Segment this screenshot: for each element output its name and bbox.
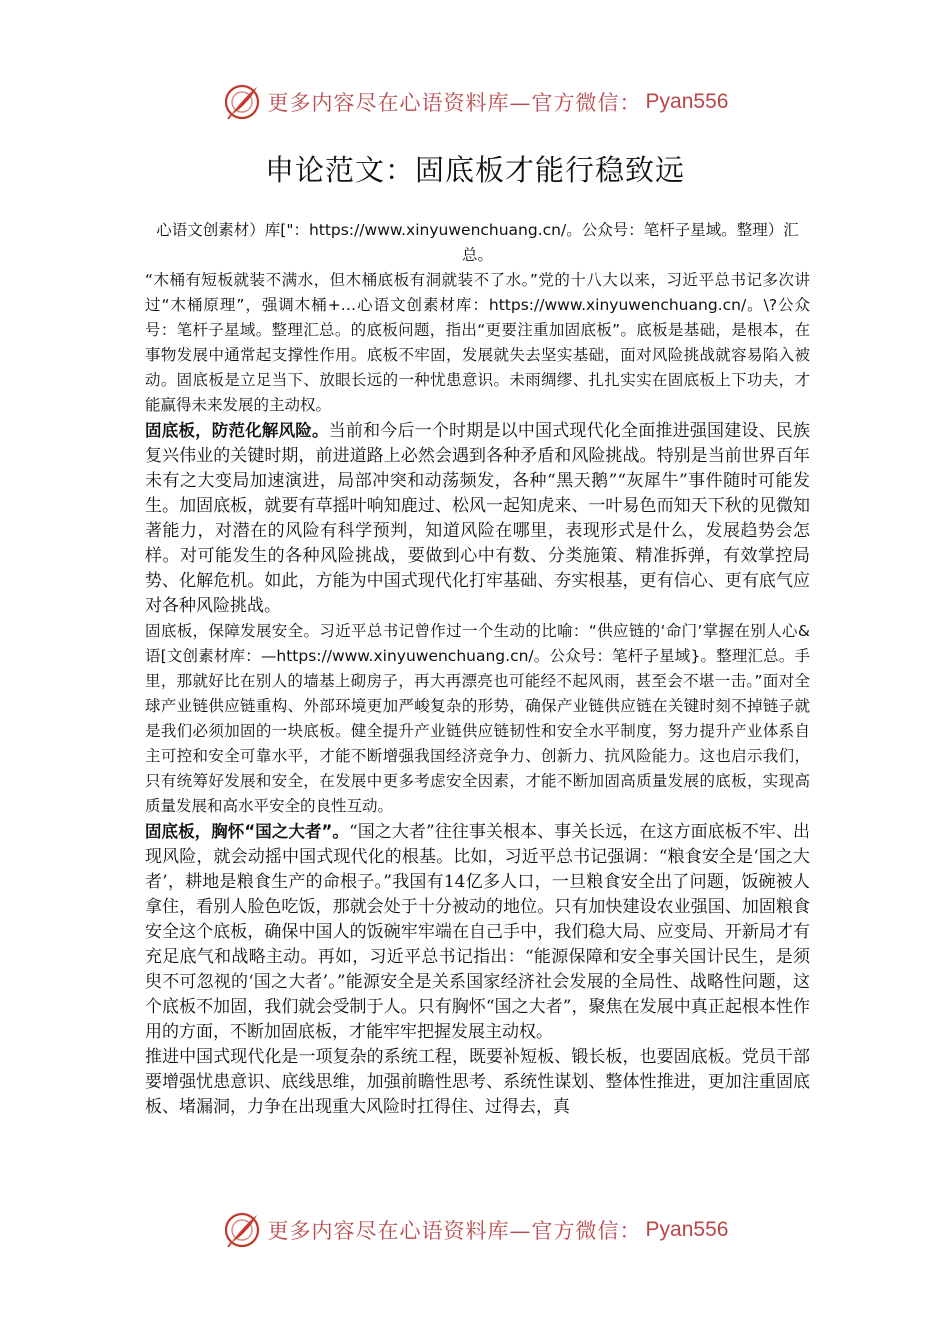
banner-text: 更多内容尽在心语资料库—官方微信： [267,91,642,115]
paragraph-1 [145,268,810,418]
paragraph-5 [145,1045,810,1120]
paragraph-text: “木桶有短板就装不满水，但木桶底板有洞就装不了水。”党的十八大以来，习近平总书记多次讲过“木桶原理”，强调木桶+…心语文创素材库：https://www.xinyuwenchuang.cn/。\?公众号：笔杆子星域。整理汇总。的底板问题，指出“更要注重加固底板”。底板是基础，是根本，在事物发展中通常起支撑性作用。底板不牢固，发展就失去坚实基础，面对风险挑战就容易陷入被动。固底板是立足当下、放眼长远的一种忧患意识。未雨绸缪、扎扎实实在固底板上下功夫，才能赢得未来发展的主动权。 [145,271,810,414]
paragraph-text: 固底板，保障发展安全。习近平总书记曾作过一个生动的比喻：“供应链的‘命门’掌握在别人心&语[文创素材库：—https://www.xinyuwenchuang.cn/。公众号：笔杆子星域}。整理汇总。手里，那就好比在别人的墙基上砌房子，再大再漂亮也可能经不起风雨，甚至会不堪一击。”面对全球产业链供应链重构、外部环境更加严峻复杂的形势，确保产业链供应链在关键时刻不掉链子就是我们必须加固的一块底板。健全提升产业链供应链韧性和安全水平制度，努力提升产业体系自主可控和安全可靠水平，才能不断增强我国经济竞争力、创新力、抗风险能力。这也启示我们，只有统筹好发展和安全，在发展中更多考虑安全因素，才能不断加固高质量发展的底板，实现高质量发展和高水平安全的良性互动。 [145,622,810,815]
banner-text: 更多内容尽在心语资料库—官方微信： [267,1219,642,1243]
header-banner[interactable] [0,80,950,124]
paragraph-lead: 固底板，防范化解风险。 [145,421,329,440]
paragraph-3 [145,619,810,819]
paragraph-2 [145,418,810,619]
wechat-id: Pyan556 [645,1218,729,1241]
quill-logo-icon [222,82,262,122]
paragraph-text: 当前和今后一个时期是以中国式现代化全面推进强国建设、民族复兴伟业的关键时期，前进道路上必然会遇到各种矛盾和风险挑战。特别是当前世界百年未有之大变局加速演进，局部冲突和动荡频发，各种“黑天鹅”“灰犀牛”事件随时可能发生。加固底板，就要有草摇叶响知鹿过、松风一起知虎来、一叶易色而知天下秋的见微知著能力，对潜在的风险有科学预判，知道风险在哪里，表现形式是什么，发展趋势会怎样。对可能发生的各种风险挑战，要做到心中有数、分类施策、精准拆弹，有效掌控局势、化解危机。如此，方能为中国式现代化打牢基础、夯实根基，更有信心、更有底气应对各种风险挑战。 [145,421,810,616]
page-title: 申论范文：固底板才能行稳致远 [264,153,685,187]
paragraph-lead: 固底板，胸怀“国之大者”。 [145,822,349,841]
paragraph-4 [145,819,810,1045]
paragraph-text: “国之大者”往往事关根本、事关长远，在这方面底板不牢、出现风险，就会动摇中国式现代化的根基。比如，习近平总书记强调：“粮食安全是‘国之大者’，耕地是粮食生产的命根子。”我国有14亿多人口，一旦粮食安全出了问题，饭碗被人拿住，看别人脸色吃饭，那就会处于十分被动的地位。只有加快建设农业强国、加固粮食安全这个底板，确保中国人的饭碗牢牢端在自己手中，我们稳大局、应变局、开新局才有充足底气和战略主动。再如，习近平总书记指出：“能源保障和安全事关国计民生，是须臾不可忽视的‘国之大者’。”能源安全是关系国家经济社会发展的全局性、战略性问题，这个底板不加固，我们就会受制于人。只有胸怀“国之大者”，聚焦在发展中真正起根本性作用的方面，不断加固底板，才能牢牢把握发展主动权。 [145,822,810,1042]
quill-logo-icon [222,1210,262,1250]
footer-banner[interactable] [0,1208,950,1252]
wechat-id: Pyan556 [645,90,729,113]
paragraph-text: 推进中国式现代化是一项复杂的系统工程，既要补短板、锻长板，也要固底板。党员干部要增强忧患意识、底线思维，加强前瞻性思考、系统性谋划、整体性推进，更加注重固底板、堵漏洞，力争在出现重大风险时扛得住、过得去，真 [145,1047,810,1117]
source-line: 心语文创素材）库["：https://www.xinyuwenchuang.cn/。公众号：笔杆子星域。整理）汇总。 [156,221,799,264]
article-body [145,218,810,1120]
